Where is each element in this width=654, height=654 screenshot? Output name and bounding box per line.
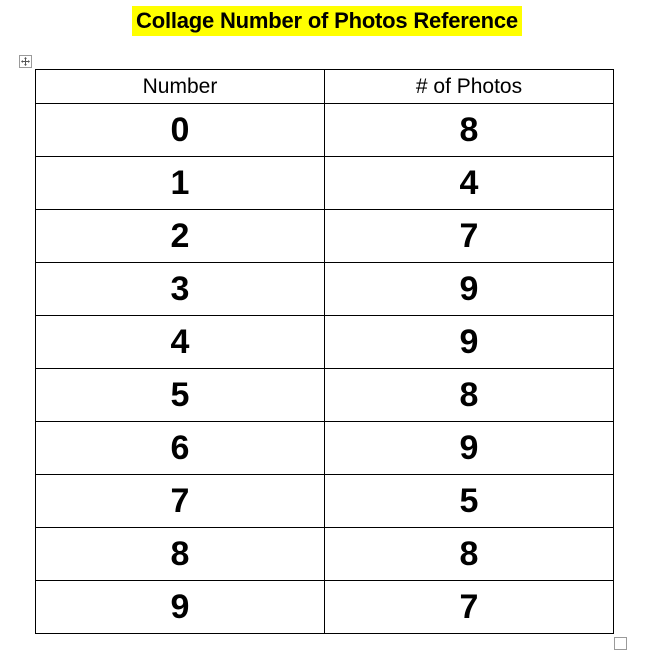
number-cell: 3 — [36, 263, 325, 316]
number-cell: 7 — [36, 475, 325, 528]
table-row — [36, 422, 614, 475]
photos-cell: 8 — [325, 104, 614, 157]
table-resize-handle[interactable] — [614, 637, 627, 650]
table-row — [36, 475, 614, 528]
page-title: Collage Number of Photos Reference — [132, 6, 522, 36]
number-cell: 4 — [36, 316, 325, 369]
reference-table — [35, 69, 614, 634]
photos-cell: 9 — [325, 263, 614, 316]
photos-cell: 5 — [325, 475, 614, 528]
table-row — [36, 369, 614, 422]
table-move-handle[interactable] — [19, 55, 32, 68]
table-row — [36, 104, 614, 157]
table-row — [36, 316, 614, 369]
number-cell: 6 — [36, 422, 325, 475]
photos-cell: 8 — [325, 528, 614, 581]
table-row — [36, 210, 614, 263]
photos-cell: 4 — [325, 157, 614, 210]
header-photos: # of Photos — [325, 70, 614, 104]
table-row — [36, 581, 614, 634]
number-cell: 5 — [36, 369, 325, 422]
number-cell: 0 — [36, 104, 325, 157]
header-row — [36, 70, 614, 104]
number-cell: 9 — [36, 581, 325, 634]
header-number: Number — [36, 70, 325, 104]
table-row — [36, 528, 614, 581]
photos-cell: 9 — [325, 422, 614, 475]
table-row — [36, 157, 614, 210]
table-row — [36, 263, 614, 316]
photos-cell: 7 — [325, 581, 614, 634]
photos-cell: 9 — [325, 316, 614, 369]
photos-cell: 8 — [325, 369, 614, 422]
photos-cell: 7 — [325, 210, 614, 263]
title-container — [0, 6, 654, 36]
number-cell: 1 — [36, 157, 325, 210]
number-cell: 8 — [36, 528, 325, 581]
number-cell: 2 — [36, 210, 325, 263]
move-icon — [21, 57, 30, 66]
